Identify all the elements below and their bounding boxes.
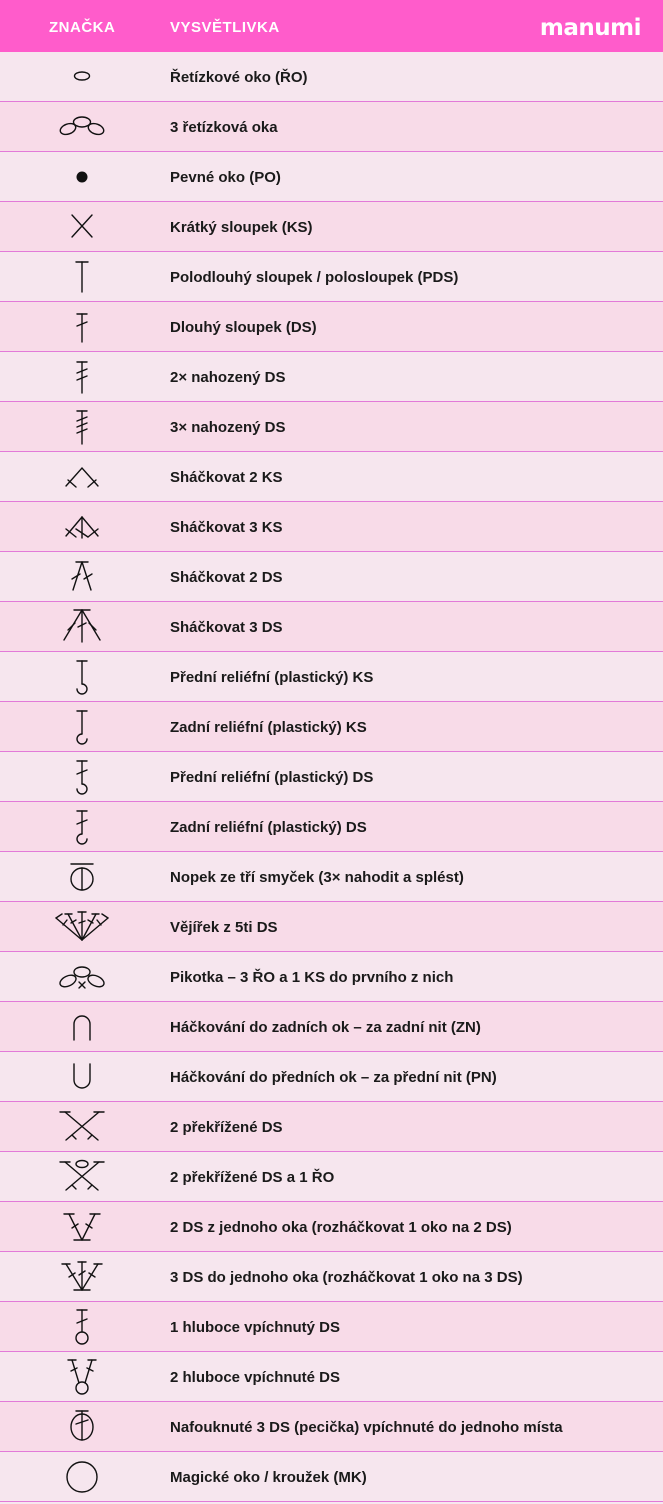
table-row <box>0 802 663 852</box>
puff-stitch-icon <box>52 1402 112 1451</box>
column-header-symbol: ZNAČKA <box>49 19 116 36</box>
table-row <box>0 452 663 502</box>
table-row <box>0 1252 663 1302</box>
row-label: 2 překřížené DS a 1 ŘO <box>170 1169 335 1186</box>
treble-crochet-icon <box>52 352 112 401</box>
double-crochet-icon <box>52 302 112 351</box>
bobble-icon <box>52 852 112 901</box>
row-label: Pevné oko (PO) <box>170 169 281 186</box>
front-post-dc-icon <box>52 752 112 801</box>
table-row <box>0 902 663 952</box>
row-label: 2 hluboce vpíchnuté DS <box>170 1369 341 1386</box>
brand-logo: manumi <box>539 15 641 41</box>
three-chains-icon <box>52 102 112 151</box>
row-label: Krátký sloupek (KS) <box>170 219 313 236</box>
table-row <box>0 652 663 702</box>
table-row <box>0 502 663 552</box>
table-row <box>0 552 663 602</box>
table-row <box>0 52 663 102</box>
table-row <box>0 302 663 352</box>
table-row <box>0 752 663 802</box>
sc2tog-icon <box>52 452 112 501</box>
symbol-legend-table <box>0 52 663 1502</box>
back-post-dc-icon <box>52 802 112 851</box>
back-post-sc-icon <box>52 702 112 751</box>
table-row <box>0 1352 663 1402</box>
row-label: 3 řetízková oka <box>170 119 278 136</box>
row-label: Sháčkovat 3 KS <box>170 519 283 536</box>
table-row <box>0 152 663 202</box>
row-label: 2 DS z jednoho oka (rozháčkovat 1 oko na 2 DS) <box>170 1219 512 1236</box>
single-crochet-dot-icon <box>52 152 112 201</box>
row-label: 2× nahozený DS <box>170 369 286 386</box>
row-label: 2 překřížené DS <box>170 1119 283 1136</box>
spike-dc-icon <box>52 1302 112 1351</box>
double-treble-icon <box>52 402 112 451</box>
table-row <box>0 702 663 752</box>
dc-increase-3-icon <box>52 1252 112 1301</box>
dc2tog-icon <box>52 552 112 601</box>
chain-stitch-icon <box>52 52 112 101</box>
table-row <box>0 352 663 402</box>
row-label: Háčkování do zadních ok – za zadní nit (ZN) <box>170 1019 481 1036</box>
row-label: Zadní reliéfní (plastický) DS <box>170 819 367 836</box>
row-label: Háčkování do předních ok – za přední nit (PN) <box>170 1069 497 1086</box>
table-row <box>0 852 663 902</box>
row-label: Přední reliéfní (plastický) DS <box>170 769 374 786</box>
table-row <box>0 1202 663 1252</box>
row-label: Sháčkovat 2 DS <box>170 569 283 586</box>
table-header <box>0 0 663 52</box>
half-double-icon <box>52 252 112 301</box>
table-row <box>0 602 663 652</box>
row-label: Magické oko / kroužek (MK) <box>170 1469 367 1486</box>
row-label: Řetízkové oko (ŘO) <box>170 69 308 86</box>
table-row <box>0 102 663 152</box>
table-row <box>0 1052 663 1102</box>
table-row <box>0 1152 663 1202</box>
row-label: Dlouhý sloupek (DS) <box>170 319 317 336</box>
row-label: Nopek ze tří smyček (3× nahodit a splést) <box>170 869 464 886</box>
spike-2dc-icon <box>52 1352 112 1401</box>
row-label: Nafouknuté 3 DS (pecička) vpíchnuté do jednoho místa <box>170 1419 563 1436</box>
table-row <box>0 402 663 452</box>
table-row <box>0 202 663 252</box>
row-label: Pikotka – 3 ŘO a 1 KS do prvního z nich <box>170 969 454 986</box>
front-loop-icon <box>52 1052 112 1101</box>
row-label: 1 hluboce vpíchnutý DS <box>170 1319 341 1336</box>
row-label: 3 DS do jednoho oka (rozháčkovat 1 oko na 3 DS) <box>170 1269 523 1286</box>
table-row <box>0 1302 663 1352</box>
short-column-icon <box>52 202 112 251</box>
picot-icon <box>52 952 112 1001</box>
table-row <box>0 1002 663 1052</box>
front-post-sc-icon <box>52 652 112 701</box>
magic-ring-icon <box>52 1452 112 1501</box>
row-label: Sháčkovat 2 KS <box>170 469 283 486</box>
sc3tog-icon <box>52 502 112 551</box>
crossed-dc-icon <box>52 1102 112 1151</box>
table-row <box>0 952 663 1002</box>
row-label: Přední reliéfní (plastický) KS <box>170 669 374 686</box>
row-label: Sháčkovat 3 DS <box>170 619 283 636</box>
dc-increase-2-icon <box>52 1202 112 1251</box>
table-row <box>0 1452 663 1502</box>
table-row <box>0 252 663 302</box>
table-row <box>0 1102 663 1152</box>
column-header-legend: VYSVĚTLIVKA <box>170 19 280 36</box>
crossed-dc-chain-icon <box>52 1152 112 1201</box>
row-label: Zadní reliéfní (plastický) KS <box>170 719 367 736</box>
dc3tog-icon <box>52 602 112 651</box>
shell-icon <box>52 902 112 951</box>
table-row <box>0 1402 663 1452</box>
back-loop-icon <box>52 1002 112 1051</box>
row-label: Polodlouhý sloupek / polosloupek (PDS) <box>170 269 459 286</box>
row-label: 3× nahozený DS <box>170 419 286 436</box>
row-label: Vějířek z 5ti DS <box>170 919 278 936</box>
